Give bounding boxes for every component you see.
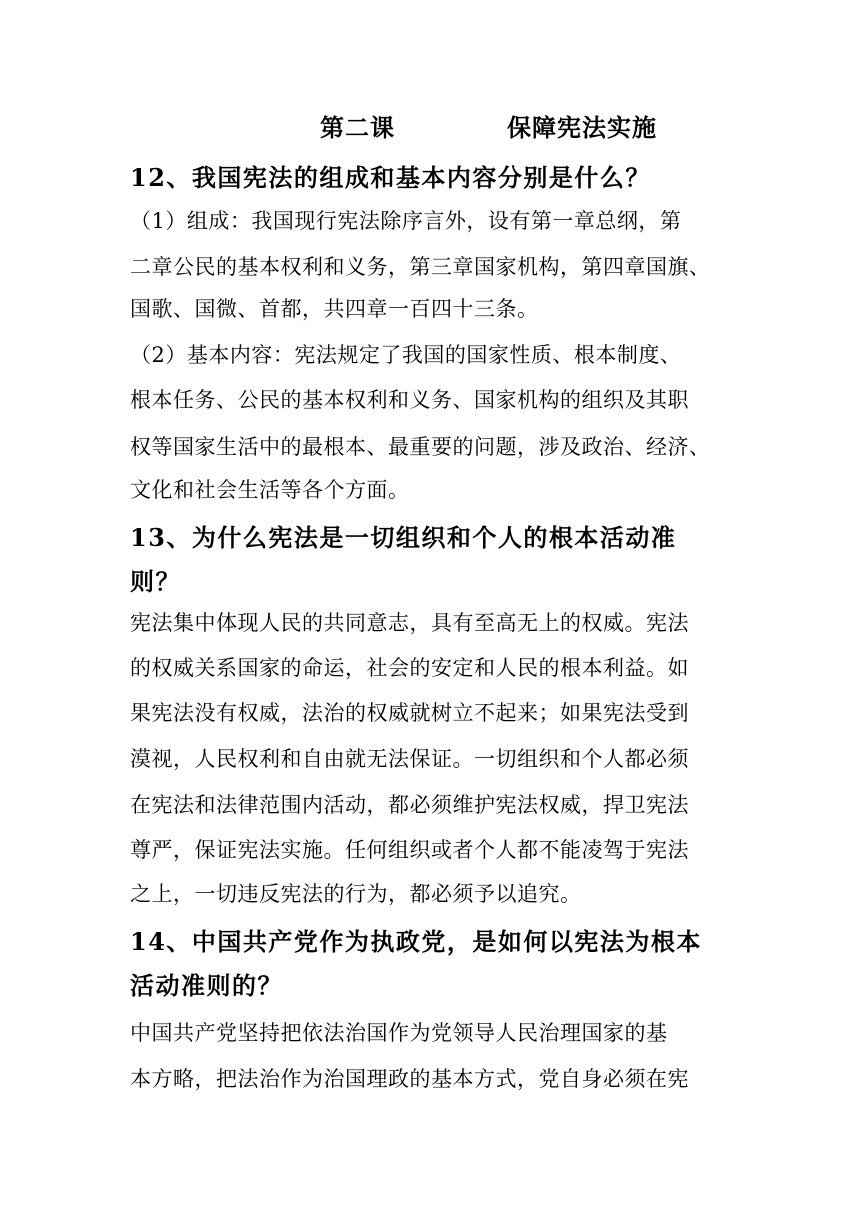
answer-line: 宪法集中体现人民的共同意志，具有至高无上的权威。宪法 bbox=[130, 611, 689, 635]
question-14-line1: 14、中国共产党作为执政党，是如何以宪法为根本 bbox=[130, 927, 702, 956]
answer-line: 在宪法和法律范围内活动，都必须维护宪法权威，捍卫宪法 bbox=[130, 793, 689, 817]
question-12: 12、我国宪法的组成和基本内容分别是什么？ bbox=[130, 163, 651, 192]
lesson-number: 第二课 bbox=[320, 113, 395, 142]
answer-line: （1）组成：我国现行宪法除序言外，设有第一章总纲，第 bbox=[130, 209, 682, 233]
question-13-line1: 13、为什么宪法是一切组织和个人的根本活动准 bbox=[130, 523, 677, 552]
answer-line: 之上，一切违反宪法的行为，都必须予以追究。 bbox=[130, 882, 582, 906]
answer-line: 尊严，保证宪法实施。任何组织或者个人都不能凌驾于宪法 bbox=[130, 838, 689, 862]
question-13-line2: 则？ bbox=[130, 567, 181, 596]
answer-line: （2）基本内容：宪法规定了我国的国家性质、根本制度、 bbox=[130, 343, 682, 367]
lesson-title bbox=[320, 108, 657, 143]
answer-line: 本方略，把法治作为治国理政的基本方式，党自身必须在宪 bbox=[130, 1067, 689, 1091]
answer-line: 二章公民的基本权利和义务，第三章国家机构，第四章国旗、 bbox=[130, 255, 711, 279]
answer-line: 中国共产党坚持把依法治国作为党领导人民治理国家的基 bbox=[130, 1021, 668, 1045]
lesson-name: 保障宪法实施 bbox=[507, 113, 657, 142]
answer-line: 果宪法没有权威，法治的权威就树立不起来；如果宪法受到 bbox=[130, 701, 689, 725]
question-14-line2: 活动准则的？ bbox=[130, 971, 283, 1000]
answer-line: 国歌、国微、首都，共四章一百四十三条。 bbox=[130, 297, 539, 321]
answer-line: 权等国家生活中的最根本、最重要的问题，涉及政治、经济、 bbox=[130, 435, 711, 459]
answer-line: 的权威关系国家的命运，社会的安定和人民的根本利益。如 bbox=[130, 656, 689, 680]
answer-line: 漠视，人民权利和自由就无法保证。一切组织和个人都必须 bbox=[130, 747, 689, 771]
answer-line: 根本任务、公民的基本权利和义务、国家机构的组织及其职 bbox=[130, 388, 689, 412]
answer-line: 文化和社会生活等各个方面。 bbox=[130, 478, 410, 502]
